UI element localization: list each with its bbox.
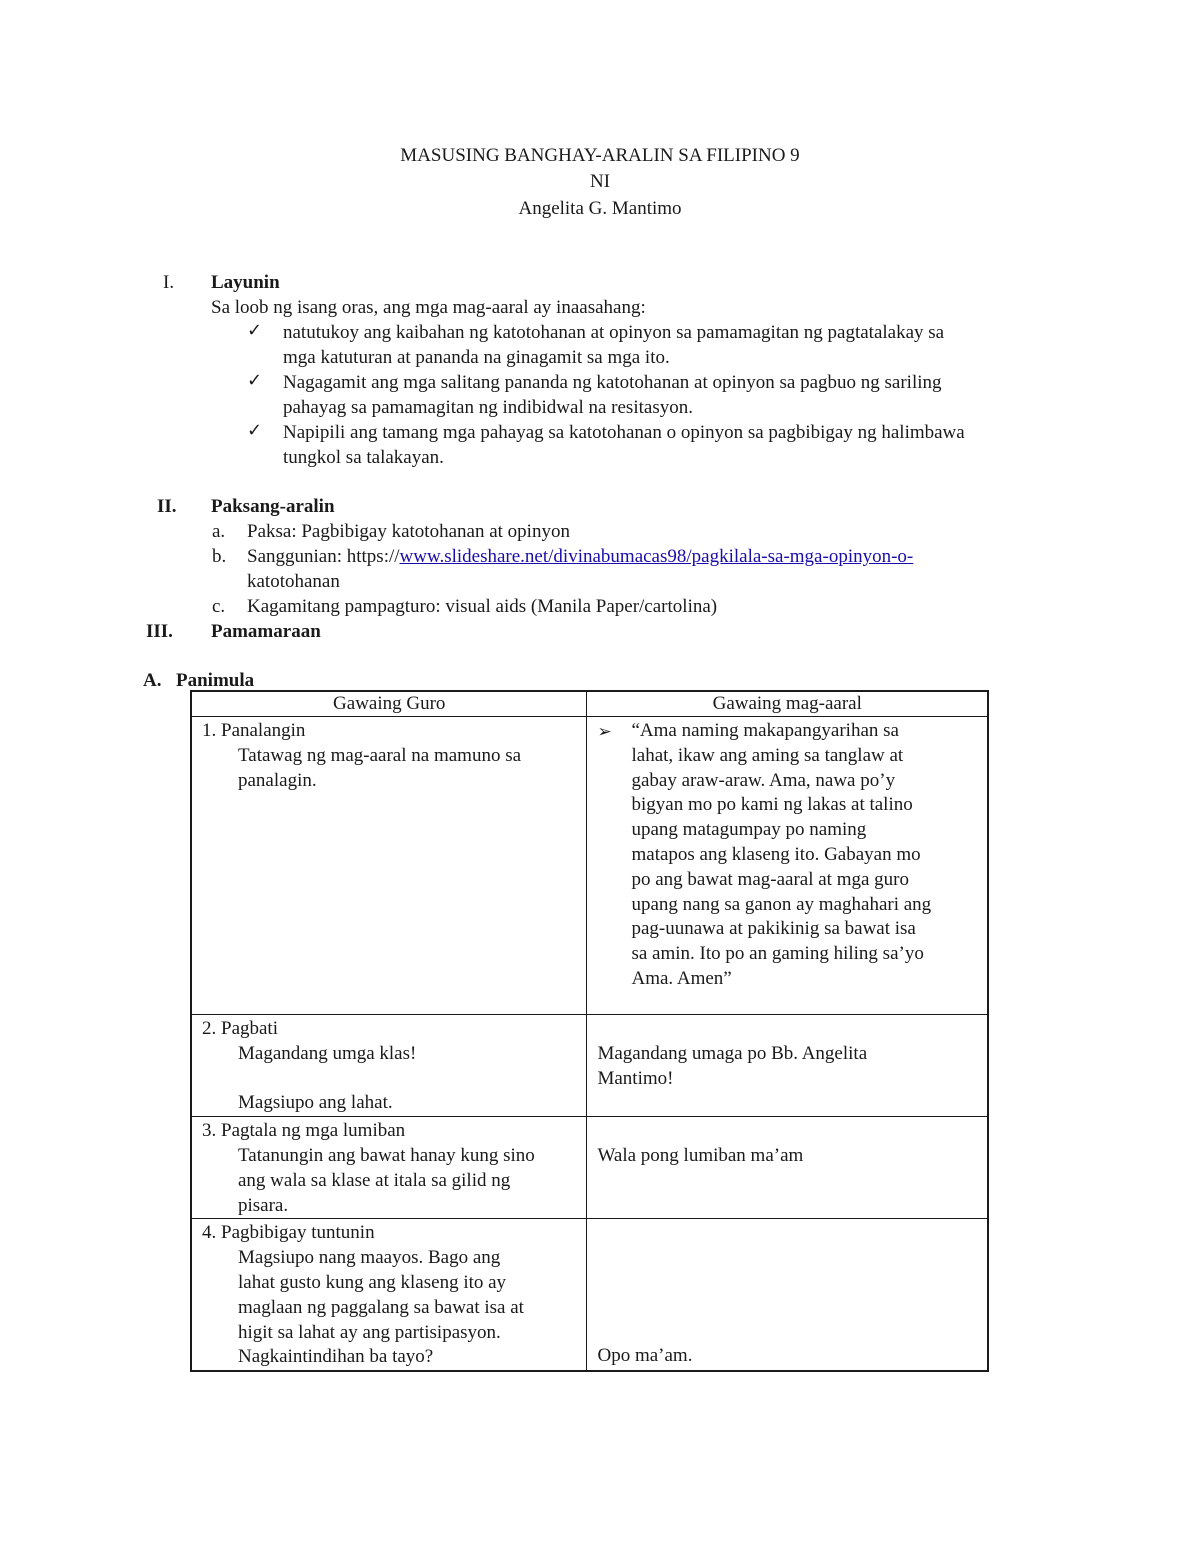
guro-line: Nagkaintindihan ba tayo? xyxy=(238,1346,434,1368)
guro-line: Tatanungin ang bawat hanay kung sino xyxy=(238,1144,535,1166)
subsection-letter-a: A. xyxy=(143,670,162,691)
check-icon: ✓ xyxy=(247,370,263,391)
section-numeral-2: II. xyxy=(157,496,177,517)
guro-line-blank xyxy=(202,1067,586,1092)
student-line-blank xyxy=(597,1119,987,1144)
student-cell xyxy=(587,717,988,1015)
student-line: Opo ma’am. xyxy=(597,1345,693,1367)
student-line: “Ama naming makapangyarihan sa xyxy=(631,720,899,741)
objective-2-line-2: pahayag sa pamamagitan ng indibidwal na resitasyon. xyxy=(283,397,693,418)
section-heading-layunin: Layunin xyxy=(211,272,280,293)
objective-1-line-1: natutukoy ang kaibahan ng katotohanan at opinyon sa pamamagitan ng pagtatalakay sa xyxy=(283,322,945,343)
student-line: sa amin. Ito po an gaming hiling sa’yo xyxy=(631,943,924,965)
table-row xyxy=(191,1015,988,1117)
objective-3-line-2: tungkol sa talakayan. xyxy=(283,447,444,468)
guro-cell xyxy=(191,717,587,1015)
guro-cell xyxy=(191,1219,587,1371)
section-heading-pamamaraan: Pamamaraan xyxy=(211,621,321,642)
guro-line: lahat gusto kung ang klaseng ito ay xyxy=(238,1271,507,1293)
guro-activity-title: 3. Pagtala ng mga lumiban xyxy=(202,1120,406,1142)
author-name: Angelita G. Mantimo xyxy=(518,198,682,219)
objective-3-line-1: Napipili ang tamang mga pahayag sa katotohanan o opinyon sa pagbibigay ng halimbawa xyxy=(283,422,965,443)
item-sanggunian xyxy=(247,545,913,570)
student-line: upang matagumpay po naming xyxy=(631,819,867,841)
table-row xyxy=(191,1219,988,1371)
student-cell xyxy=(587,1015,988,1117)
reference-link[interactable]: www.slideshare.net/divinabumacas98/pagkilala-sa-mga-opinyon-o- xyxy=(399,546,914,567)
student-line-blank xyxy=(597,1017,987,1042)
table-row xyxy=(191,1117,988,1219)
item-kagamitan: Kagamitang pampagturo: visual aids (Manila Paper/cartolina) xyxy=(247,596,718,617)
guro-activity-title: 1. Panalangin xyxy=(202,720,306,741)
student-line: Ama. Amen” xyxy=(631,967,732,989)
guro-line: panalagin. xyxy=(238,769,317,791)
item-letter-b: b. xyxy=(212,546,227,567)
table-header-row xyxy=(191,691,988,717)
objective-2-line-1: Nagagamit ang mga salitang pananda ng katotohanan at opinyon sa pagbuo ng sariling xyxy=(283,372,942,393)
guro-line: maglaan ng paggalang sa bawat isa at xyxy=(238,1296,524,1318)
guro-cell xyxy=(191,1117,587,1219)
guro-line: Tatawag ng mag-aaral na mamuno sa xyxy=(238,744,522,766)
objectives-intro: Sa loob ng isang oras, ang mga mag-aaral ay inaasahang: xyxy=(211,297,646,318)
section-numeral-1: I. xyxy=(163,272,175,293)
student-line: pag-uunawa at pakikinig sa bawat isa xyxy=(631,918,916,940)
author-by: NI xyxy=(589,171,611,192)
guro-activity-title: 2. Pagbati xyxy=(202,1018,278,1039)
arrow-bullet-icon: ➢ xyxy=(597,722,612,742)
sanggunian-label: Sanggunian: https:// xyxy=(247,546,400,567)
guro-line: higit sa lahat ay ang partisipasyon. xyxy=(238,1321,501,1343)
check-icon: ✓ xyxy=(247,320,263,341)
activity-table xyxy=(190,690,989,1372)
guro-line: pisara. xyxy=(238,1194,289,1216)
item-letter-c: c. xyxy=(212,596,226,617)
check-icon: ✓ xyxy=(247,420,263,441)
student-line: gabay araw-araw. Ama, nawa po’y xyxy=(631,769,896,791)
student-line: Wala pong lumiban ma’am xyxy=(597,1144,804,1166)
item-letter-a: a. xyxy=(212,521,226,542)
student-line: upang nang sa ganon ay maghahari ang xyxy=(631,893,932,915)
student-line: po ang bawat mag-aaral at mga guro xyxy=(631,868,909,890)
column-header-gawaing-guro: Gawaing Guro xyxy=(191,691,587,717)
student-cell xyxy=(587,1117,988,1219)
student-line: matapos ang klaseng ito. Gabayan mo xyxy=(631,843,921,865)
document-title: MASUSING BANGHAY-ARALIN SA FILIPINO 9 xyxy=(400,145,800,166)
section-heading-paksang-aralin: Paksang-aralin xyxy=(211,496,335,517)
table-row xyxy=(191,717,988,1015)
student-line: Mantimo! xyxy=(597,1067,674,1089)
column-header-gawaing-mag-aaral: Gawaing mag-aaral xyxy=(587,691,988,717)
guro-line: ang wala sa klase at itala sa gilid ng xyxy=(238,1169,511,1191)
item-paksa: Paksa: Pagbibigay katotohanan at opinyon xyxy=(247,521,570,542)
guro-activity-title: 4. Pagbibigay tuntunin xyxy=(202,1222,375,1244)
sanggunian-link-continuation: katotohanan xyxy=(247,571,340,592)
prayer-text xyxy=(631,719,931,992)
guro-line: Magsiupo nang maayos. Bago ang xyxy=(238,1247,501,1269)
student-line: Magandang umaga po Bb. Angelita xyxy=(597,1042,868,1064)
student-line: bigyan mo po kami ng lakas at talino xyxy=(631,794,913,816)
guro-cell xyxy=(191,1015,587,1117)
objective-1-line-2: mga katuturan at pananda na ginagamit sa mga ito. xyxy=(283,347,670,368)
student-line: lahat, ikaw ang aming sa tanglaw at xyxy=(631,744,904,766)
subsection-heading-panimula: Panimula xyxy=(176,670,255,691)
section-numeral-3: III. xyxy=(146,621,173,642)
guro-line: Magsiupo ang lahat. xyxy=(238,1092,393,1114)
student-cell xyxy=(587,1219,988,1371)
guro-line: Magandang umga klas! xyxy=(238,1042,417,1064)
